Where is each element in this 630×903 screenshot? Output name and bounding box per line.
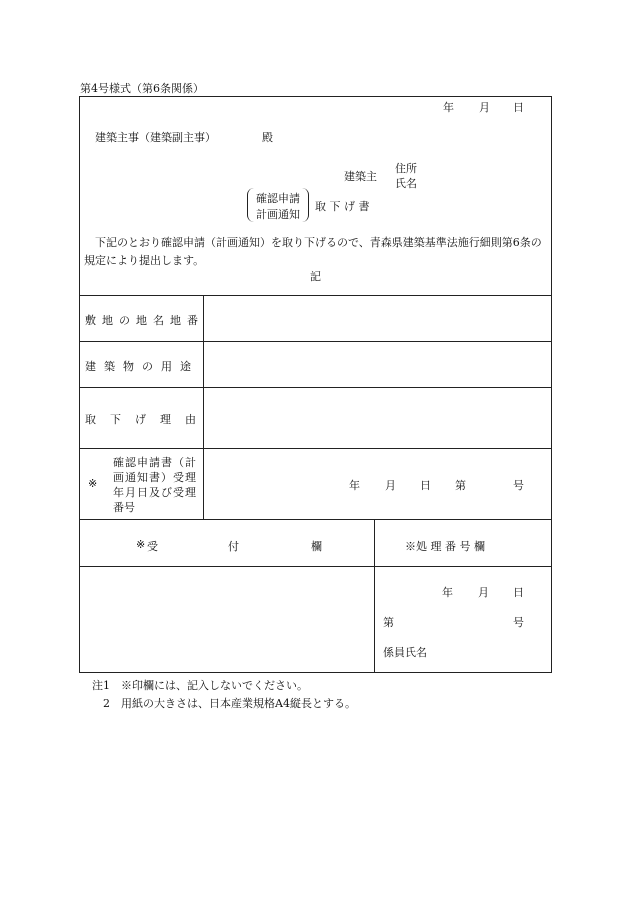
- confirmation-label-line4: 番号: [113, 501, 135, 514]
- divider-confirmation: [79, 519, 552, 520]
- title-option-notice: 計画通知: [256, 208, 300, 221]
- applicant-role: 建築主: [344, 170, 377, 183]
- reception-column-divider: [374, 519, 375, 673]
- reception-label-part2: 付: [228, 540, 239, 553]
- body-text: 下記のとおり確認申請（計画通知）を取り下げるので、青森県建築基準法施行細則第6条の規定により提出します。: [84, 236, 542, 267]
- processing-dai-label: 第: [383, 616, 394, 629]
- title-option-confirmation: 確認申請: [256, 192, 300, 205]
- reason-label: 取下げ理由: [85, 413, 210, 426]
- confirmation-month-label: 月: [385, 479, 396, 492]
- site-address-field[interactable]: [206, 298, 549, 338]
- note-1: 注1 ※印欄には、記入しないでください。: [92, 679, 308, 692]
- processing-number-label: ※処 理 番 号 欄: [405, 540, 485, 553]
- reception-label-part3: 欄: [311, 540, 322, 553]
- divider-site: [79, 341, 552, 342]
- table-left-border: [79, 96, 80, 673]
- clerk-name-label: 係員氏名: [383, 646, 427, 659]
- divider-header: [79, 295, 552, 296]
- reception-label-part1: 受: [147, 540, 158, 553]
- table-right-border: [551, 96, 552, 673]
- confirmation-label-line3: 年月日及び受理: [113, 486, 197, 499]
- processing-year-label: 年: [442, 586, 453, 599]
- date-year-label: 年: [443, 101, 454, 114]
- date-month-label: 月: [479, 101, 490, 114]
- table-bottom-border: [79, 672, 552, 673]
- divider-reason: [79, 448, 552, 449]
- building-use-label: 建築物の用途: [85, 360, 199, 373]
- confirmation-dai-label: 第: [455, 479, 466, 492]
- document-title: 取 下 げ 書: [315, 200, 370, 213]
- date-day-label: 日: [513, 101, 524, 114]
- building-use-field[interactable]: [206, 344, 549, 384]
- reception-field[interactable]: [82, 569, 372, 670]
- processing-go-label: 号: [513, 616, 524, 629]
- confirmation-go-label: 号: [513, 479, 524, 492]
- ki-label: 記: [310, 270, 321, 283]
- divider-use: [79, 387, 552, 388]
- applicant-name-label: 氏名: [395, 177, 417, 190]
- reception-mark: ※: [136, 538, 146, 551]
- form-number: 第4号様式（第6条関係）: [80, 82, 204, 95]
- label-column-divider: [203, 295, 204, 520]
- note-2: 2 用紙の大きさは、日本産業規格A4縦長とする。: [103, 697, 356, 710]
- divider-reception-header: [79, 566, 552, 567]
- applicant-address-label: 住所: [395, 162, 417, 175]
- processing-day-label: 日: [513, 586, 524, 599]
- addressee-honorific: 殿: [262, 131, 273, 144]
- table-top-border: [79, 96, 552, 97]
- reason-field[interactable]: [206, 390, 549, 445]
- confirmation-label-line1: 確認申請書（計: [113, 456, 197, 469]
- addressee-title: 建築主事（建築副主事）: [95, 131, 216, 144]
- confirmation-mark: ※: [88, 477, 98, 490]
- confirmation-day-label: 日: [420, 479, 431, 492]
- confirmation-label-line2: 画通知書）受理: [113, 471, 197, 484]
- processing-month-label: 月: [478, 586, 489, 599]
- site-address-label: 敷地の地名地番: [85, 314, 204, 327]
- confirmation-year-label: 年: [349, 479, 360, 492]
